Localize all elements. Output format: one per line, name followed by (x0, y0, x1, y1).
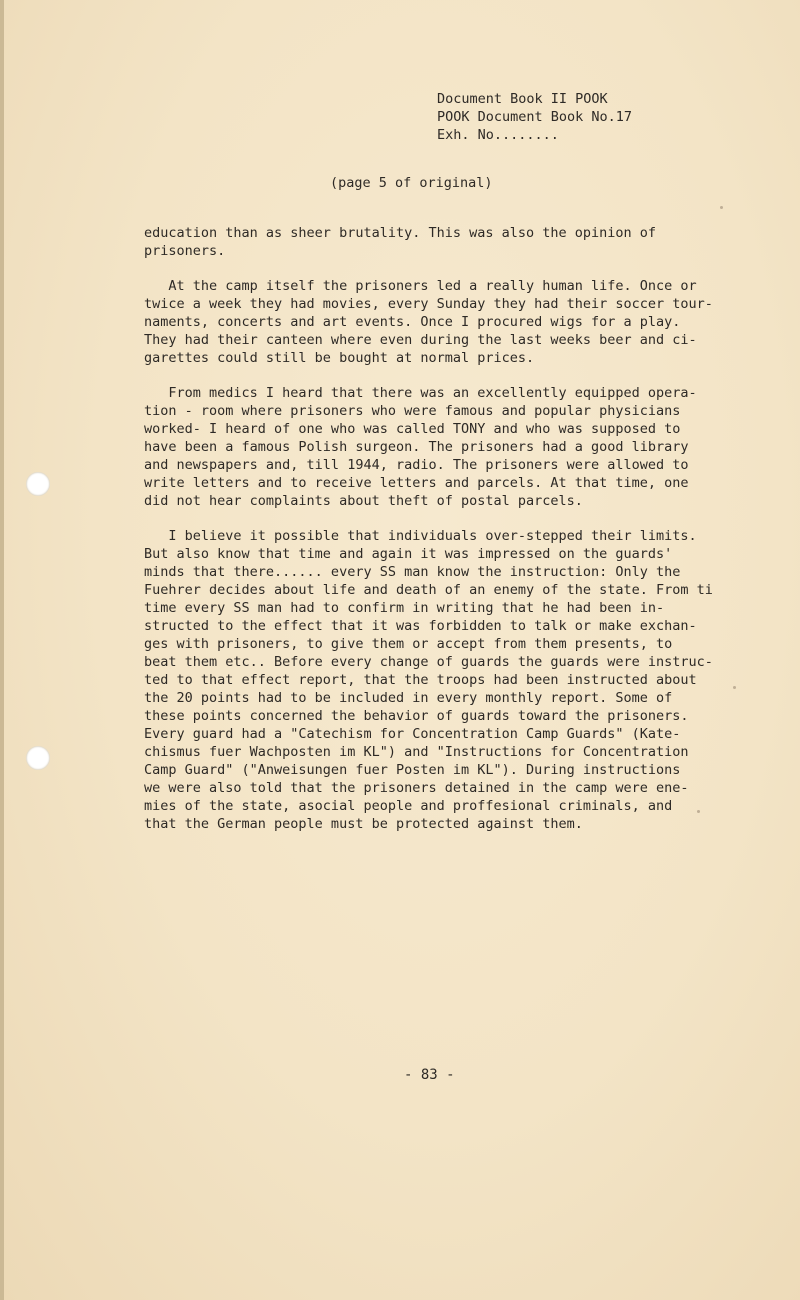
paper-speck (697, 810, 700, 813)
page-reference: (page 5 of original) (330, 175, 493, 191)
paragraph: education than as sheer brutality. This was also the opinion of prisoners. (144, 225, 657, 259)
page-number: - 83 - (404, 1067, 455, 1083)
punch-hole-top (26, 472, 50, 496)
punch-hole-bottom (26, 746, 50, 770)
header-line-3: Exh. No........ (437, 127, 559, 143)
paragraph: I believe it possible that individuals over-stepped their limits. But also know that time and again it was impressed on the guards' minds that there...... every SS man know the instruction: Only the Fuehrer decides about life and death of an enemy of the state. From ti time every SS man had to confirm in writing that he had been in- structed to the effect that it was forbidden to talk or make exchan- ges with prisoners, to give them or accept from them presents, to beat them etc.. Before every change of guards the guards were instruc- ted to that effect report, that the troops had been instructed about the 20 points had to be included in every monthly report. Some of these points concerned the behavior of guards toward the prisoners. Every guard had a "Catechism for Concentration Camp Guards" (Kate- chismus fuer Wachposten im KL") and "Instructions for Concentration Camp Guard" ("Anweisungen fuer Posten im KL"). During instructions we were also told that the prisoners detained in the camp were ene- mies of the state, asocial people and proffesional criminals, and that the German people must be protected against them. (144, 528, 713, 832)
paper-speck (720, 206, 723, 209)
header-line-2: POOK Document Book No.17 (437, 109, 633, 125)
paragraph: At the camp itself the prisoners led a really human life. Once or twice a week they had movies, every Sunday they had their soccer tour- naments, concerts and art events. Once I procured wigs for a play. They had their canteen where even during the last weeks beer and ci- garettes could still be bought at normal prices. (144, 278, 713, 366)
header-line-1: Document Book II POOK (437, 91, 608, 107)
page-edge-shadow (0, 0, 4, 1300)
paragraph: From medics I heard that there was an excellently equipped opera- tion - room where prisoners who were famous and popular physicians worked- I heard of one who was called TONY and who was supposed to have been a famous Polish surgeon. The prisoners had a good library and newspapers and, till 1944, radio. The prisoners were allowed to write letters and to receive letters and parcels. At that time, one did not hear complaints about theft of postal parcels. (144, 385, 697, 509)
document-body (144, 224, 729, 850)
document-header (437, 90, 632, 144)
paper-speck (733, 686, 736, 689)
